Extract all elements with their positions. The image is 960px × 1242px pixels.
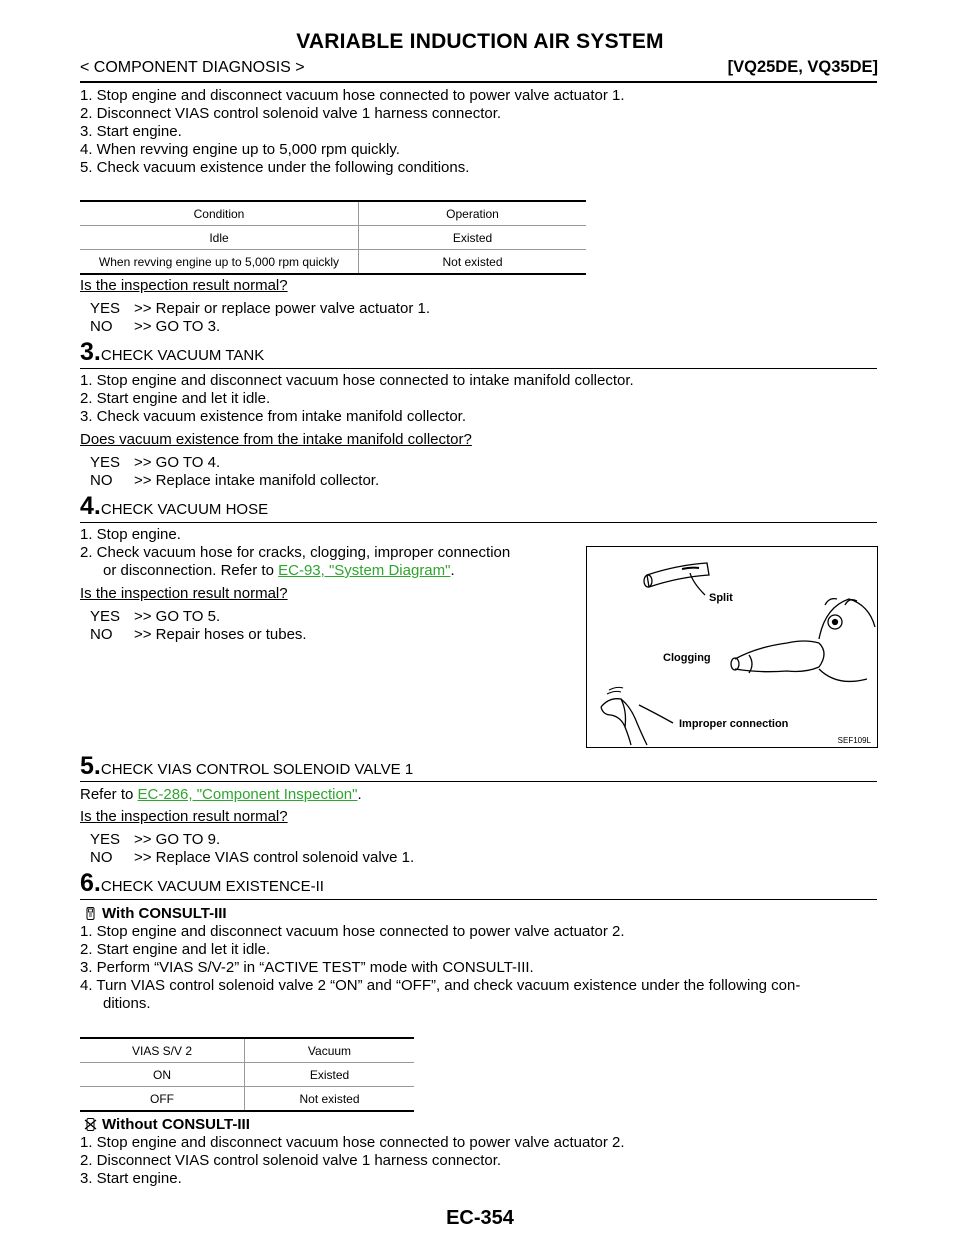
intro-step-4: 4. When revving engine up to 5,000 rpm quickly. bbox=[80, 141, 400, 158]
step-rule bbox=[80, 368, 877, 369]
answer-key: NO bbox=[90, 626, 113, 643]
intro-step-2: 2. Disconnect VIAS control solenoid valve 1 harness connector. bbox=[80, 105, 502, 122]
table-cell: OFF bbox=[80, 1087, 245, 1112]
answer-text: >> GO TO 9. bbox=[134, 831, 221, 848]
list-item: 4. Turn VIAS control solenoid valve 2 “ON” and “OFF”, and check vacuum existence under the following con- bbox=[80, 977, 801, 994]
list-item: 2. Disconnect VIAS control solenoid valve 1 harness connector. bbox=[80, 1152, 502, 1169]
step-number: 5. bbox=[80, 752, 101, 780]
step-5-heading bbox=[80, 752, 413, 781]
answer-key: NO bbox=[90, 472, 113, 489]
answer-no bbox=[90, 849, 414, 866]
list-item-continued: ditions. bbox=[103, 995, 151, 1012]
intro-step-1: 1. Stop engine and disconnect vacuum hose connected to power valve actuator 1. bbox=[80, 87, 625, 104]
inspection-question: Does vacuum existence from the intake manifold collector? bbox=[80, 431, 472, 448]
table-row bbox=[80, 226, 586, 250]
table-cell: Idle bbox=[80, 226, 359, 250]
header-rule bbox=[80, 81, 877, 83]
table-row bbox=[80, 250, 586, 275]
answer-text: >> GO TO 3. bbox=[134, 318, 221, 335]
list-item: 2. Start engine and let it idle. bbox=[80, 941, 271, 958]
step-rule bbox=[80, 781, 877, 782]
step-title: CHECK VACUUM EXISTENCE-II bbox=[100, 878, 324, 895]
list-item-continued bbox=[103, 562, 455, 580]
list-item: 1. Stop engine and disconnect vacuum hose connected to power valve actuator 2. bbox=[80, 923, 625, 940]
table-cell: Existed bbox=[359, 226, 587, 250]
inspection-question: Is the inspection result normal? bbox=[80, 585, 288, 602]
answer-key: YES bbox=[90, 300, 121, 317]
figure-code: SEF109L bbox=[837, 736, 871, 745]
answer-text: >> Replace intake manifold collector. bbox=[134, 472, 380, 489]
refer-text: or disconnection. Refer to bbox=[103, 562, 274, 579]
step-title: CHECK VACUUM TANK bbox=[100, 347, 265, 364]
table-row bbox=[80, 201, 586, 226]
without-consult-heading bbox=[84, 1116, 250, 1134]
with-consult-label: With CONSULT-III bbox=[102, 905, 227, 922]
table-header-operation: Operation bbox=[359, 201, 587, 226]
list-item: 1. Stop engine and disconnect vacuum hose connected to power valve actuator 2. bbox=[80, 1134, 625, 1151]
answer-text: >> GO TO 4. bbox=[134, 454, 221, 471]
table-header-vias: VIAS S/V 2 bbox=[80, 1038, 245, 1063]
step-4-heading bbox=[80, 492, 268, 521]
answer-no bbox=[90, 318, 220, 335]
answer-yes bbox=[90, 831, 220, 848]
page-number: EC-354 bbox=[446, 1207, 514, 1229]
answer-no bbox=[90, 472, 379, 489]
answer-yes bbox=[90, 300, 430, 317]
step-title: CHECK VACUUM HOSE bbox=[100, 501, 269, 518]
list-item: 1. Stop engine and disconnect vacuum hose connected to intake manifold collector. bbox=[80, 372, 634, 389]
table-cell: Not existed bbox=[245, 1087, 415, 1112]
answer-key: YES bbox=[90, 831, 121, 848]
table-row bbox=[80, 1038, 414, 1063]
answer-text: >> GO TO 5. bbox=[134, 608, 221, 625]
without-consult-label: Without CONSULT-III bbox=[102, 1116, 250, 1133]
table-row bbox=[80, 1087, 414, 1112]
answer-no bbox=[90, 626, 307, 643]
table-cell: When revving engine up to 5,000 rpm quickly bbox=[80, 250, 359, 275]
hose-illustration bbox=[587, 547, 877, 747]
refer-text: Refer to bbox=[80, 786, 134, 803]
answer-text: >> Replace VIAS control solenoid valve 1. bbox=[134, 849, 415, 866]
table-cell: Not existed bbox=[359, 250, 587, 275]
system-diagram-link[interactable]: EC-93, "System Diagram" bbox=[278, 562, 451, 579]
link-suffix: . bbox=[450, 562, 455, 579]
link-suffix: . bbox=[357, 786, 362, 803]
step-number: 6. bbox=[80, 869, 101, 897]
inspection-question: Is the inspection result normal? bbox=[80, 808, 288, 825]
answer-key: NO bbox=[90, 318, 113, 335]
step-number: 4. bbox=[80, 492, 101, 520]
figure-label-clogging: Clogging bbox=[663, 652, 711, 664]
list-item: 3. Perform “VIAS S/V-2” in “ACTIVE TEST” mode with CONSULT-III. bbox=[80, 959, 534, 976]
with-consult-heading bbox=[84, 905, 227, 923]
answer-key: YES bbox=[90, 454, 121, 471]
table-cell: Existed bbox=[245, 1063, 415, 1087]
figure-label-split: Split bbox=[709, 592, 733, 604]
list-item: 3. Start engine. bbox=[80, 1170, 182, 1187]
list-item: 2. Start engine and let it idle. bbox=[80, 390, 271, 407]
no-tool-icon bbox=[84, 1118, 97, 1131]
step-3-heading bbox=[80, 338, 264, 367]
table-row bbox=[80, 1063, 414, 1087]
vias-vacuum-table bbox=[80, 1037, 414, 1112]
table-cell: ON bbox=[80, 1063, 245, 1087]
inspection-question: Is the inspection result normal? bbox=[80, 277, 288, 294]
page-title: VARIABLE INDUCTION AIR SYSTEM bbox=[296, 30, 664, 53]
engine-model: [VQ25DE, VQ35DE] bbox=[727, 58, 878, 76]
step-6-heading bbox=[80, 869, 324, 898]
step-title: CHECK VIAS CONTROL SOLENOID VALVE 1 bbox=[100, 761, 414, 778]
vacuum-hose-figure bbox=[586, 546, 878, 748]
intro-step-5: 5. Check vacuum existence under the following conditions. bbox=[80, 159, 470, 176]
answer-key: YES bbox=[90, 608, 121, 625]
list-item: 2. Check vacuum hose for cracks, clogging, improper connection bbox=[80, 544, 511, 561]
intro-step-3: 3. Start engine. bbox=[80, 123, 182, 140]
list-item: 1. Stop engine. bbox=[80, 526, 181, 543]
list-item: 3. Check vacuum existence from intake manifold collector. bbox=[80, 408, 467, 425]
refer-line bbox=[80, 786, 362, 804]
consult-tool-icon bbox=[84, 907, 97, 920]
answer-text: >> Repair hoses or tubes. bbox=[134, 626, 307, 643]
condition-table bbox=[80, 200, 586, 275]
step-rule bbox=[80, 899, 877, 900]
table-header-vacuum: Vacuum bbox=[245, 1038, 415, 1063]
component-inspection-link[interactable]: EC-286, "Component Inspection" bbox=[137, 786, 358, 803]
step-number: 3. bbox=[80, 338, 101, 366]
step-rule bbox=[80, 522, 877, 523]
table-header-condition: Condition bbox=[80, 201, 359, 226]
figure-label-improper: Improper connection bbox=[679, 718, 789, 730]
answer-key: NO bbox=[90, 849, 113, 866]
answer-text: >> Repair or replace power valve actuator 1. bbox=[134, 300, 430, 317]
answer-yes bbox=[90, 454, 220, 471]
section-label: < COMPONENT DIAGNOSIS > bbox=[80, 59, 305, 76]
answer-yes bbox=[90, 608, 220, 625]
